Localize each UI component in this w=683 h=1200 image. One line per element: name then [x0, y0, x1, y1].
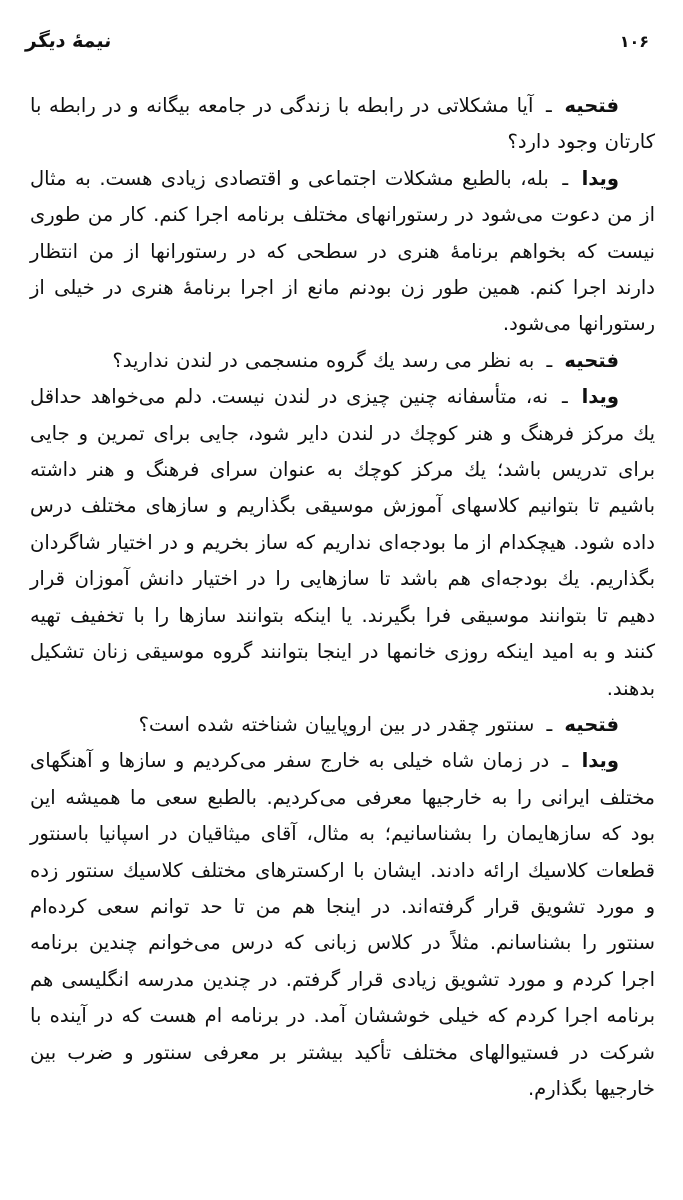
page-header	[0, 0, 683, 52]
speaker-dash: ـ	[562, 749, 569, 773]
speaker-name: فتحیه	[564, 94, 620, 117]
speaker-name: ویدا	[581, 166, 620, 190]
speaker-dash: ـ	[561, 385, 568, 409]
interview-text	[0, 88, 683, 1107]
paragraph-question-1	[30, 88, 655, 161]
journal-title: نیمهٔ دیگر	[24, 30, 113, 52]
paragraph-answer-1	[30, 161, 655, 343]
speaker-dash: ـ	[546, 348, 553, 372]
speaker-name: ویدا	[581, 385, 619, 409]
speech-text: در زمان شاه خیلی به خارج سفر می‌کردیم و سازها و آهنگهای مختلف ایرانی را به خارجیها معرفی می‌کردیم. بالطبع سعی ما همیشه این بود که سازهایمان را بشناسانیم؛ به مثال، آقای میثاقیان در اسپانیا باسنتور قطعات کلاسیك ارائه دادند. ایشان با ارکسترهای مختلف کلاسیك سنتور زده و مورد تشویق قرار گرفته‌اند. در اینجا هم من تا حد توانم سعی کرده‌ام سنتور را بشناسانم. مثلاً در کلاس زبانی که درس می‌خوانم چندین برنامه اجرا کردم و مورد تشویق زیادی قرار گرفتم. در چندین مدرسه انگلیسی هم برنامه اجرا کردم که خیلی خوششان آمد. در برنامه ام هست که در آینده با شرکت در فستیوالهای مختلف تأکید بیشتر بر معرفی سنتور و ضرب بین خارجیها بگذارم.	[30, 749, 655, 1100]
speech-text: آیا مشکلاتی در رابطه با زندگی در جامعه بیگانه و در رابطه با کارتان وجود دارد؟	[30, 94, 655, 154]
speaker-dash: ـ	[546, 94, 552, 117]
paragraph-question-3	[30, 707, 655, 743]
paragraph-answer-3	[30, 743, 655, 1107]
speech-text: نه، متأسفانه چنین چیزی در لندن نیست. دلم می‌خواهد حداقل یك مرکز فرهنگ و هنر کوچك در لندن دایر شود، جایی برای تمرین و جایی برای تدریس باشد؛ یك مرکز کوچك به عنوان سرای فرهنگ و هنر داشته باشیم تا بتوانیم کلاسهای آموزش موسیقی بگذاریم و سازهای مختلف درس داده شود. هیچکدام از ما بودجه‌ای نداریم که ساز بخریم و در اختیار شاگردان بگذاریم. یك بودجه‌ای هم باشد تا سازهایی را در اختیار دانش آموزان قرار دهیم تا بتوانند موسیقی فرا بگیرند. یا اینکه بتوانند سازها را با تخفیف تهیه کنند و به امید اینکه روزی خانمها در اینجا بتوانند گروه موسیقی زنان تشکیل بدهند.	[30, 385, 655, 700]
speech-text: به نظر می رسد یك گروه منسجمی در لندن ندارید؟	[112, 348, 535, 372]
paragraph-question-2	[30, 343, 655, 379]
speaker-name: ویدا	[581, 749, 620, 773]
speech-text: بله، بالطبع مشکلات اجتماعی و اقتصادی زیادی هست. به مثال از من دعوت می‌شود در رستورانهای مختلف برنامه اجرا کنم. کار من طوری نیست که بخواهم برنامهٔ هنری در سطحی که در رستورانها از من انتظار دارند اجرا کنم. همین طور زن بودنم مانع از اجرا برنامهٔ هنری در خیلی از رستورانها می‌شود.	[30, 166, 655, 336]
paragraph-answer-2	[30, 379, 655, 707]
speaker-name: فتحیه	[564, 348, 619, 372]
speaker-name: فتحیه	[564, 712, 619, 736]
page-number: ۱۰۶	[619, 32, 649, 51]
speaker-dash: ـ	[562, 166, 569, 190]
speaker-dash: ـ	[546, 712, 553, 736]
speech-text: سنتور چقدر در بین اروپاییان شناخته شده است؟	[138, 712, 535, 736]
